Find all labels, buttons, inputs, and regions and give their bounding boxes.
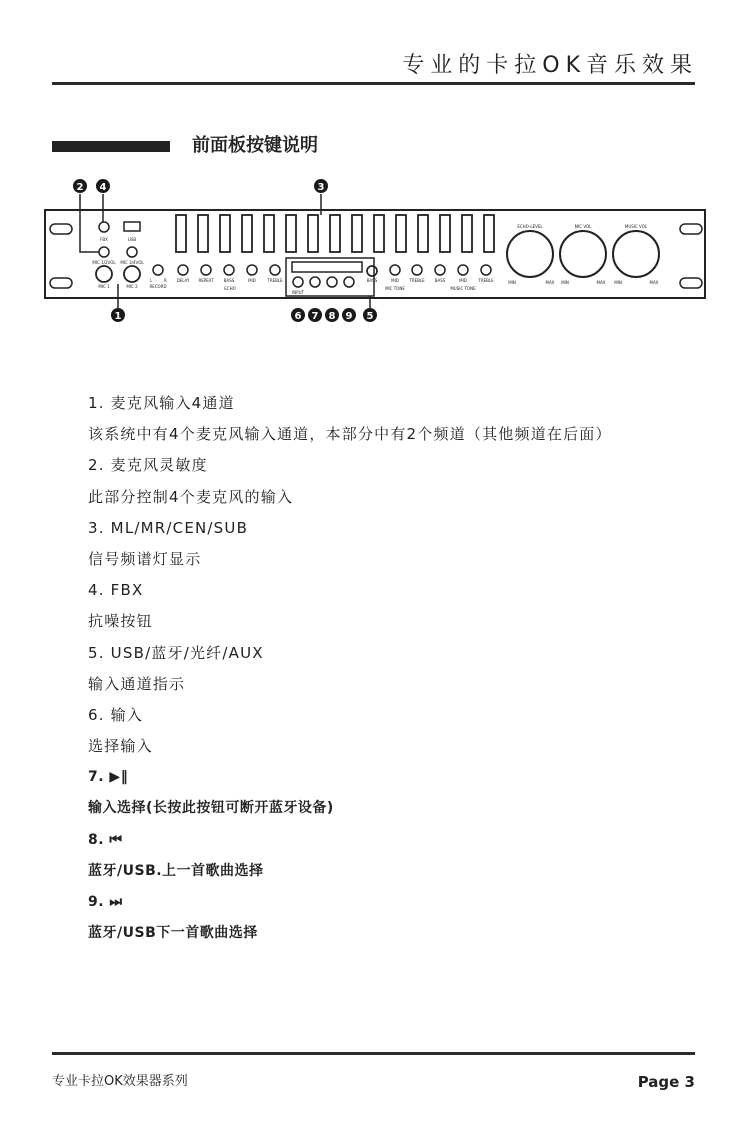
callout-badge-6 [291, 308, 305, 322]
echo-level-label: ECHO-LEVEL [517, 224, 543, 229]
meter-bar [242, 215, 252, 252]
max-label: MAX [545, 280, 555, 285]
meter-bar [374, 215, 384, 252]
footer-series-name: 专业卡拉OK效果器系列 [52, 1074, 188, 1089]
description-line: 7. ▶‖ [88, 769, 129, 786]
callout-badge-4 [96, 179, 110, 193]
l-label: L [150, 278, 153, 283]
echo-section-label: ECHO [224, 286, 236, 291]
record-label: RECORD [149, 284, 167, 289]
delay-label: DELAY [176, 278, 190, 283]
meter-bar [286, 215, 296, 252]
mic-tone-label: MIC TONE [385, 286, 405, 291]
callout-number: 3 [317, 182, 325, 193]
rack-ear-top-right [680, 224, 702, 234]
description-line: 2. 麦克风灵敏度 [88, 456, 208, 475]
description-line: 4. FBX [88, 581, 144, 600]
input-button [293, 277, 303, 287]
music-tone-bass-knob [435, 265, 445, 275]
echo-bass-label: BASS [223, 278, 235, 283]
mic-tone-treble-label: TREBLE [409, 278, 425, 283]
music-tone-bass-label: BASS [434, 278, 446, 283]
record-knob [153, 265, 163, 275]
fbx-label: FBX [100, 237, 108, 242]
music-tone-mid-knob [458, 265, 468, 275]
echo-mid-label: MID [248, 278, 256, 283]
mic-vol-knob [560, 231, 606, 277]
mic-tone-treble-knob [412, 265, 422, 275]
r-label: R [164, 278, 167, 283]
meter-bar [484, 215, 494, 252]
callout-number: 2 [76, 182, 84, 193]
usb-label: USB [127, 237, 137, 242]
usb-port [124, 222, 140, 231]
mic1-label: MIC 1 [98, 284, 110, 289]
meter-bar [418, 215, 428, 252]
description-line: 3. ML/MR/CEN/SUB [88, 518, 249, 537]
min-label: MIN [508, 280, 516, 285]
mic2-jack [124, 266, 140, 282]
play-pause-button [310, 277, 320, 287]
mic-tone-mid-label: MID [391, 278, 399, 283]
callout-number: 8 [328, 311, 336, 322]
max-label: MAX [596, 280, 606, 285]
callout-leader-lines [80, 194, 370, 312]
front-panel-diagram [40, 172, 710, 332]
rack-ear-top-left [50, 224, 72, 234]
echo-bass-knob [224, 265, 234, 275]
max-label: MAX [649, 280, 659, 285]
echo-level-knob [507, 231, 553, 277]
callout-badge-8 [325, 308, 339, 322]
mic34-vol-knob [127, 247, 137, 257]
description-line: 抗噪按钮 [88, 612, 153, 631]
description-line: 蓝牙/USB下一首歌曲选择 [88, 925, 258, 942]
footer-rule [52, 1052, 695, 1055]
page-header-title: 专业的卡拉OK音乐效果 [402, 53, 698, 78]
rack-ear-bottom-left [50, 278, 72, 288]
meter-bar [198, 215, 208, 252]
previous-button [327, 277, 337, 287]
meter-bar [352, 215, 362, 252]
page-number: Page 3 [637, 1073, 695, 1091]
min-label: MIN [561, 280, 569, 285]
display-window [292, 262, 362, 272]
callout-number: 6 [294, 311, 302, 322]
callout-number: 4 [99, 182, 107, 193]
callout-badge-1 [111, 308, 125, 322]
echo-mid-knob [247, 265, 257, 275]
callout-badge-9 [342, 308, 356, 322]
mic-vol-label: MIC VOL [574, 224, 592, 229]
music-tone-label: MUSIC TONE [450, 286, 476, 291]
music-tone-treble-knob [481, 265, 491, 275]
mic34vol-label: MIC 3/4VOL [120, 260, 144, 265]
description-line: 该系统中有4个麦克风输入通道，本部分中有2个频道（其他频道在后面） [88, 425, 612, 444]
music-tone-mid-label: MID [459, 278, 467, 283]
callout-badge-7 [308, 308, 322, 322]
meter-bar [220, 215, 230, 252]
music-tone-treble-label: TREBLE [478, 278, 494, 283]
fbx-button [99, 222, 109, 232]
description-line: 输入选择(长按此按钮可断开蓝牙设备) [88, 800, 334, 817]
mic2-label: MIC 2 [126, 284, 138, 289]
callout-badge-2 [73, 179, 87, 193]
music-vol-knob [613, 231, 659, 277]
description-line: 9. ⏭ [88, 894, 123, 910]
description-line: 选择输入 [88, 737, 153, 756]
description-line: 此部分控制4个麦克风的输入 [88, 487, 294, 506]
description-list [88, 388, 708, 949]
next-button [344, 277, 354, 287]
mic-tone-mid-knob [390, 265, 400, 275]
description-line: 输入通道指示 [88, 674, 186, 693]
description-line: 8. ⏮ [88, 831, 123, 848]
meter-bar [330, 215, 340, 252]
callout-number: 1 [114, 311, 122, 322]
mic12vol-label: MIC 1/2VOL [92, 260, 116, 265]
rack-ear-bottom-right [680, 278, 702, 288]
echo-treble-knob [270, 265, 280, 275]
description-line: 蓝牙/USB.上一首歌曲选择 [88, 862, 264, 879]
section-title: 前面板按键说明 [192, 135, 318, 156]
meter-bar [308, 215, 318, 252]
meter-bar [396, 215, 406, 252]
mic-tone-bass-label: BASS [366, 278, 378, 283]
mic1-jack [96, 266, 112, 282]
input-label: INPUT [292, 290, 304, 295]
description-line: 6. 输入 [88, 705, 144, 724]
callout-badge-5 [363, 308, 377, 322]
spectrum-meter-group [176, 215, 494, 252]
min-label: MIN [614, 280, 622, 285]
delay-knob [178, 265, 188, 275]
description-line: 1. 麦克风输入4通道 [88, 394, 235, 412]
meter-bar [440, 215, 450, 252]
leader-line-2 [80, 194, 99, 252]
description-line: 5. USB/蓝牙/光纤/AUX [88, 643, 264, 662]
section-marker-bar [52, 141, 170, 152]
meter-bar [462, 215, 472, 252]
callout-number: 5 [366, 311, 374, 322]
front-panel-svg [40, 172, 710, 332]
callout-number: 9 [345, 311, 353, 322]
repeat-label: REPEAT [198, 278, 214, 283]
meter-bar [264, 215, 274, 252]
echo-treble-label: TREBLE [267, 278, 283, 283]
description-line: 信号频谱灯显示 [88, 549, 202, 568]
callout-badge-3 [314, 179, 328, 193]
mic-tone-bass-knob [367, 266, 377, 276]
callout-number: 7 [311, 311, 319, 322]
repeat-knob [201, 265, 211, 275]
mic12-vol-knob [99, 247, 109, 257]
header-rule [52, 82, 695, 85]
music-vol-label: MUSIC VOL [624, 224, 648, 229]
meter-bar [176, 215, 186, 252]
